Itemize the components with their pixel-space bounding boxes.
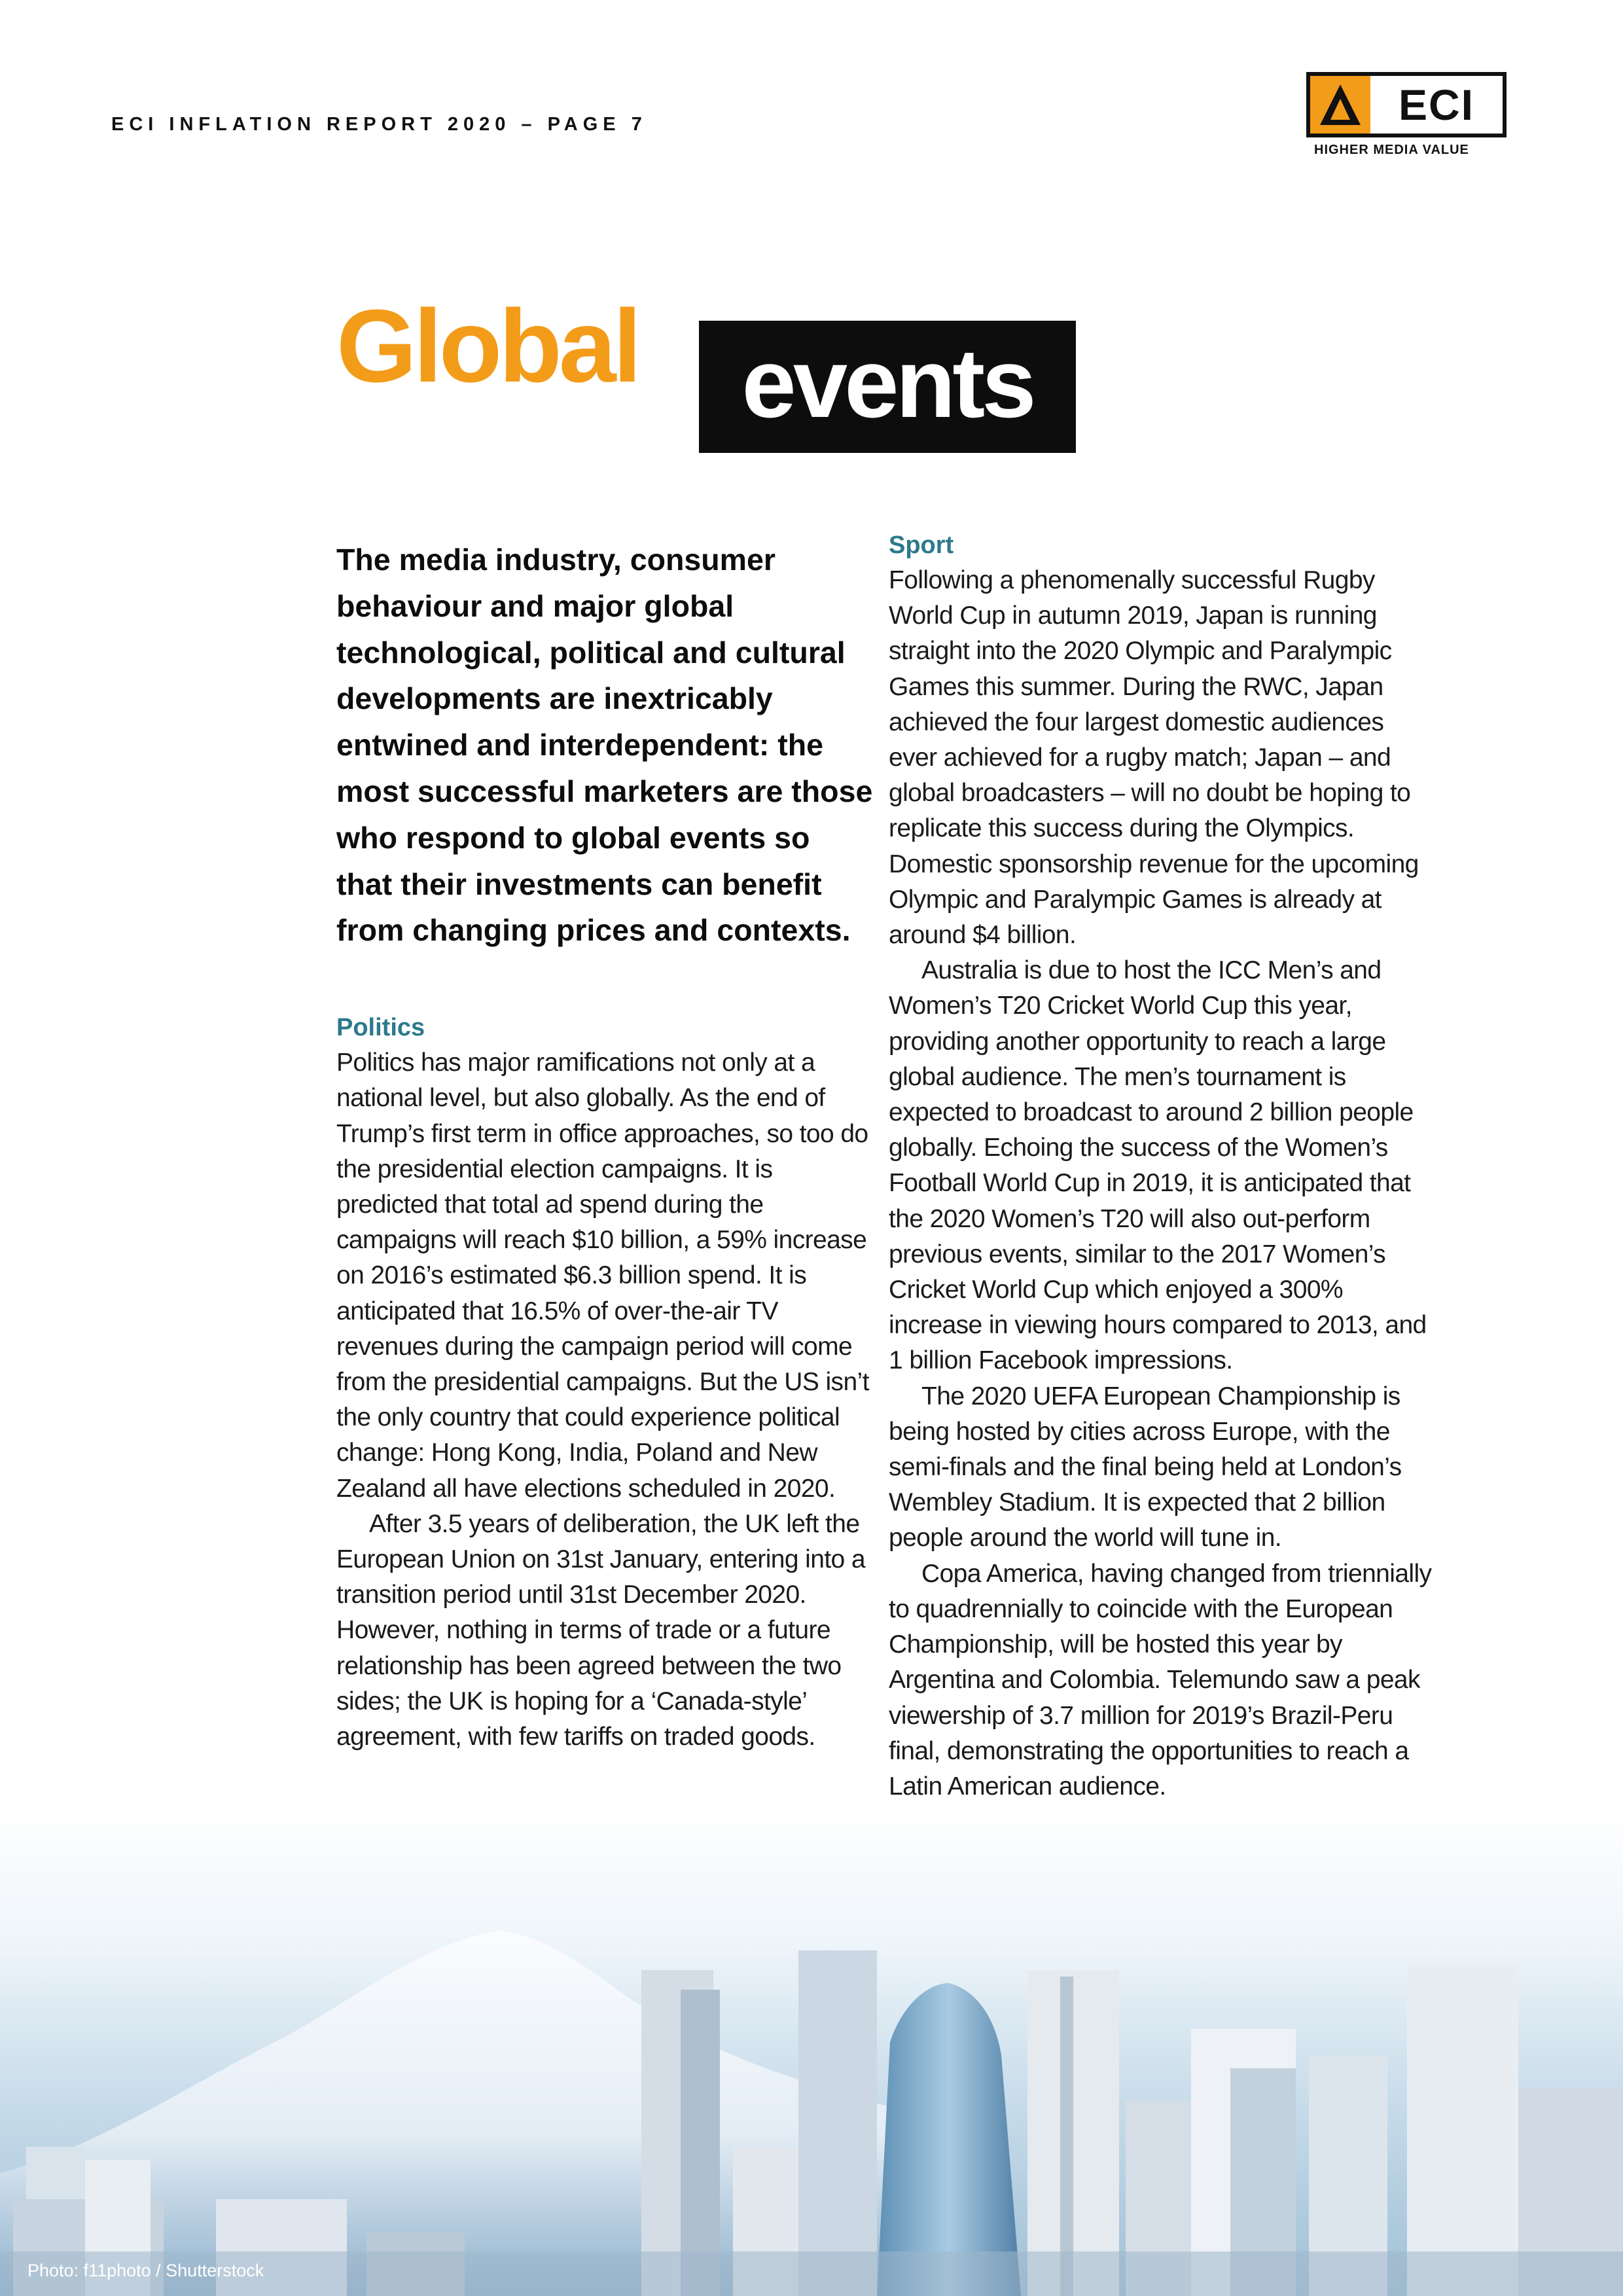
title-events-box <box>699 321 1076 453</box>
right-column <box>889 528 1432 1804</box>
politics-section <box>336 1010 873 1755</box>
politics-heading: Politics <box>336 1014 425 1042</box>
left-column <box>336 537 873 1755</box>
page-header: ECI INFLATION REPORT 2020 – PAGE 7 <box>111 114 647 135</box>
logo-triangle-icon <box>1310 76 1370 134</box>
photo-credit: Photo: f11photo / Shutterstock <box>27 2261 264 2280</box>
sport-heading: Sport <box>889 531 954 559</box>
logo-tagline: HIGHER MEDIA VALUE <box>1314 143 1469 157</box>
intro-paragraph: The media industry, consumer behaviour and major global technological, political and cultural developments are inextricably entwined and interdependent: the most successful marketers are those who respond to global events so that their investments can benefit from changing prices and contexts. <box>336 543 873 948</box>
title-global: Global <box>336 289 639 404</box>
tokyo-skyline-photo <box>0 1806 1623 2296</box>
sport-paragraph-4: Copa America, having changed from triennially to quadrennially to coincide with the European Championship, will be hosted this year by Argentina and Colombia. Telemundo saw a peak viewership of 3.7 million for 2019’s Brazil-Peru final, demonstrating the opportunities to reach a Latin American audience. <box>889 1559 1432 1801</box>
logo-word: ECI <box>1398 81 1475 129</box>
eci-logo <box>1306 72 1510 158</box>
sport-paragraph-3: The 2020 UEFA European Championship is being hosted by cities across Europe, with the semi-finals and the final being held at London’s Wembley Stadium. It is expected that 2 billion people around the world will tune in. <box>889 1382 1402 1552</box>
politics-paragraph-1: Politics has major ramifications not only at a national level, but also globally. As the end of Trump’s first term in office approaches, so too do the presidential election campaigns. It is predicted that total ad spend during the campaigns will reach $10 billion, a 59% increase on 2016’s estimated $6.3 billion spend. It is anticipated that 16.5% of over-the-air TV revenues during the campaign period will come from the presidential campaigns. But the US isn’t the only country that could experience political change: Hong Kong, India, Poland and New Zealand all have elections scheduled in 2020. <box>336 1049 869 1503</box>
sport-paragraph-1: Following a phenomenally successful Rugby World Cup in autumn 2019, Japan is running straight into the 2020 Olympic and Paralympic Games this summer. During the RWC, Japan achieved the four largest domestic audiences ever achieved for a rugby match; Japan – and global broadcasters – will no doubt be hoping to replicate this success during the Olympics. Domestic sponsorship revenue for the upcoming Olympic and Paralympic Games is already at around $4 billion. <box>889 566 1419 950</box>
logo-box <box>1306 72 1507 137</box>
politics-paragraph-2: After 3.5 years of deliberation, the UK left the European Union on 31st January, entering into a transition period until 31st December 2020. However, nothing in terms of trade or a future relationship has been agreed between the two sides; the UK is hoping for a ‘Canada-style’ agreement, with few tariffs on traded goods. <box>336 1509 865 1751</box>
title-events: events <box>741 328 1033 438</box>
sport-paragraph-2: Australia is due to host the ICC Men’s and Women’s T20 Cricket World Cup this year, providing another opportunity to reach a large global audience. The men’s tournament is expected to broadcast to around 2 billion people globally. Echoing the success of the Women’s Football World Cup in 2019, it is anticipated that the 2020 Women’s T20 will also out-perform previous events, similar to the 2017 Women’s Cricket World Cup which enjoyed a 300% increase in viewing hours compared to 2013, and 1 billion Facebook impressions. <box>889 956 1427 1375</box>
